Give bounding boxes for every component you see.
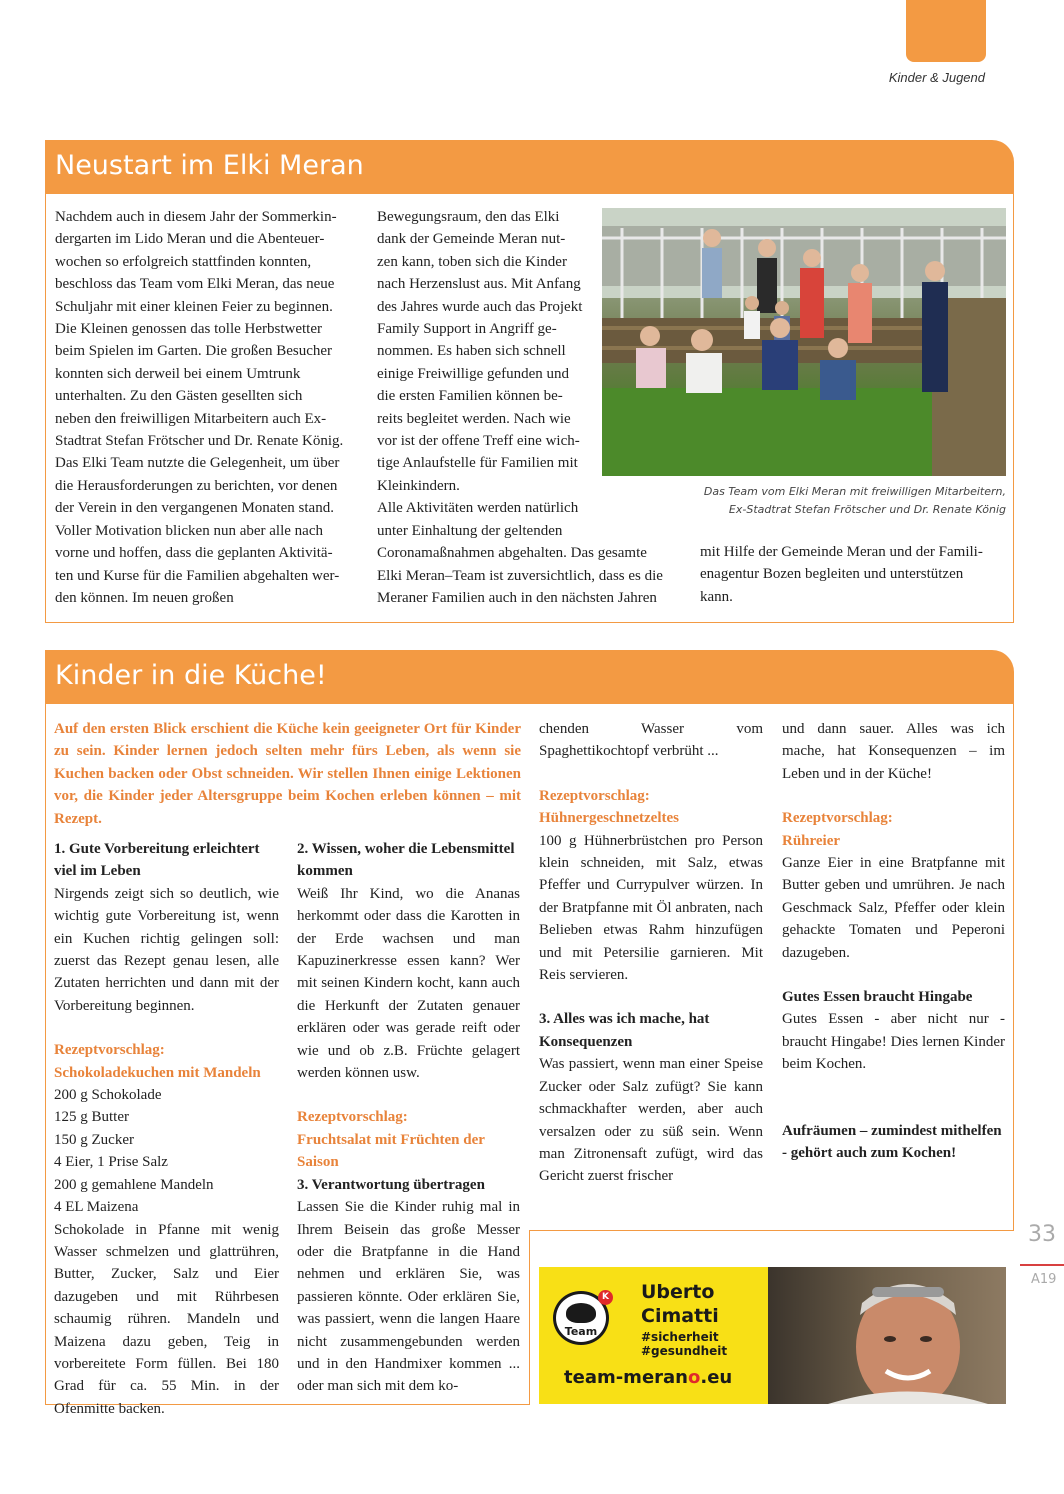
lesson2-heading: 2. Wissen, woher die Lebensmittel kommen	[297, 841, 515, 880]
recipe4-label: Rezeptvorschlag:	[782, 810, 893, 827]
lesson1-text: Nirgends zeigt sich so deutlich, wie wichtig gute Vorbereitung ist, wenn ein Kuchen richtig gelingen soll: zuerst das Rezept genau lesen, alle Zutaten herrichten und dann mit der Vorbereitung beginnen.	[54, 885, 279, 1014]
recipe1-label: Rezeptvorschlag:	[54, 1042, 165, 1059]
ad-hashtags: #sicherheit #gesundheit	[641, 1330, 728, 1358]
page-tab	[906, 0, 986, 62]
article2-col2	[297, 838, 520, 1398]
logo-badge: K	[598, 1290, 613, 1305]
lesson3-text: Lassen Sie die Kinder ruhig mal in Ihrem Beisein das große Messer oder die Bratpfanne in die Hand nehmen und erklären Sie, was passieren könnte. Oder erklären Sie, was passiert, wenn die langen Haare nicht zusammengebunden werden und in den Handmixer kommen ... oder man sich mit dem ko-	[297, 1199, 520, 1395]
ingredient: 4 EL Maizena	[54, 1199, 139, 1216]
article1-col2: Bewegungsraum, den das Elki dank der Gemeinde Meran nut- zen kann, toben sich die Kinder nach Herzenslust aus. Mit Anfang des Jahres wurde auch das Projekt Family Support in Angriff ge- nommen. Es haben sich schnell einige Freiwillige gefunden und die ersten Familien können be- reits begleitet werden. Nach wie vor ist der offene Treff eine wich- tige Anlaufstelle für Familien mit Kleinkindern. Alle Aktivitäten werden natürlich unter Einhaltung der geltenden Coronamaßnahmen abgehalten. Das gesamte Elki Meran–Team ist zuversichtlich, dass es die Meraner Familien auch in den nächsten Jahren	[377, 209, 663, 606]
article1-col1: Nachdem auch in diesem Jahr der Sommerkin- dergarten im Lido Meran und die Abenteuer- wochen so erfolgreich stattfinden konnten, beschloss das Team vom Elki Meran, das neue Schuljahr mit einer kleinen Feier zu beginnen. Die Kleinen genossen das tolle Herbstwetter beim Spielen im Garten. Die großen Besucher konnten sich derweil bei einem Umtrunk unterhalten. Zu den Gästen gesellten sich neben den freiwilligen Mitarbeitern auch Ex- Stadtrat Stefan Frötscher und Dr. Renate König. Das Elki Team nutzte die Gelegenheit, um über die Herausforderungen zu berichten, vor denen der Verein in den vergangenen Monaten stand. Voller Motivation blicken nun aber alle nach vorne und hoffen, dass die geplanten Aktivitä- ten und Kurse für die Familien abgehalten wer- den können. Im neuen großen	[55, 209, 344, 606]
article1-title: Neustart im Elki Meran	[55, 150, 364, 181]
article2-border-left	[45, 704, 46, 1405]
team-photo-illustration	[602, 208, 1006, 476]
portrait-illustration	[768, 1267, 1006, 1404]
article1-header	[45, 140, 1014, 194]
recipe2-label: Rezeptvorschlag:	[297, 1109, 408, 1126]
logo-text: Team	[564, 1325, 598, 1338]
article2-header	[45, 650, 1014, 704]
recipe1-instructions: Schokolade in Pfanne mit wenig Wasser schmelzen und glattrühren, Butter, Zucker, Salz und Eier dazugeben und mit Rührbesen schaumig rühren. Mandeln und Maizena dazu geben, Teig in vorbereitete Form füllen. Bei 180 Grad für ca. 55 Min. in der Ofenmitte backen.	[54, 1221, 279, 1417]
ingredient: 125 g Butter	[54, 1109, 129, 1126]
ingredient: 200 g gemahlene Mandeln	[54, 1176, 214, 1193]
section-label: Kinder & Jugend	[888, 70, 985, 85]
recipe1-name: Schokoladekuchen mit Mandeln	[54, 1064, 261, 1081]
recipe3-name: Hühnergeschnetzeltes	[539, 810, 679, 827]
ad-portrait	[768, 1267, 1006, 1404]
recipe3-text: 100 g Hühnerbrüstchen pro Person klein schneiden, mit Salz, etwas Pfeffer und Currypulver würzen. In der Bratpfanne mit Öl anbraten, nach Belieben etwas Rahm hinzufügen und mit Petersilie garnieren. Mit Reis servieren.	[539, 832, 763, 984]
article2-col3	[539, 718, 763, 1188]
lesson4-text: Was passiert, wenn man einer Speise Zucker oder Salz zufügt? Sie kann schmackhafter werden, aber auch versalzen oder zu süß sein. Wenn man Zitronensaft zufügt, wird das Gericht zuerst frischer	[539, 1056, 763, 1185]
edition-label: A19	[1031, 1272, 1057, 1287]
lesson1-heading: 1. Gute Vorbereitung erleichtert viel im Leben	[54, 841, 260, 880]
lesson2-text: Weiß Ihr Kind, wo die Ananas herkommt oder dass die Karotten in der Erde wachsen und man Kapuzinerkresse essen kann? Wer mit seinen Kindern kocht, kann auch die Herkunft der Zutaten genauer erklären oder was gerade reift oder wie und ob z.B. Früchte gelagert werden können usw.	[297, 885, 520, 1082]
lesson4-heading: 3. Alles was ich mache, hat Konsequenzen	[539, 1011, 710, 1050]
article2-border-ad-top	[529, 1230, 1014, 1231]
article2-col4	[782, 718, 1005, 1165]
ad-url: team-merano.eu	[564, 1367, 733, 1388]
ingredient: 150 g Zucker	[54, 1131, 134, 1148]
closing-text: Aufräumen – zumindest mithelfen - gehört auch zum Kochen!	[782, 1122, 1002, 1162]
lesson3-continued: chenden Wasser vom Spaghettikochtopf verbrüht ...	[539, 721, 763, 760]
lesson4-continued: und dann sauer. Alles was ich mache, hat Konsequenzen – im Leben und in der Küche!	[782, 721, 1005, 782]
article2-title: Kinder in die Küche!	[55, 660, 327, 691]
page-number: 33	[1028, 1222, 1056, 1247]
article2-border-mid	[529, 1230, 530, 1405]
logo-map-icon	[566, 1303, 596, 1323]
photo-caption: Das Team vom Elki Meran mit freiwilligen Mitarbeitern, Ex-Stadtrat Stefan Frötscher und Dr. Renate König	[703, 485, 1006, 516]
lesson5-text: Gutes Essen - aber nicht nur - braucht Hingabe! Dies lernen Kinder beim Kochen.	[782, 1011, 1005, 1073]
ingredient: 4 Eier, 1 Prise Salz	[54, 1154, 168, 1171]
article1-col3: mit Hilfe der Gemeinde Meran und der Famili- enagentur Bozen begleiten und unterstützen kann.	[700, 544, 983, 605]
recipe3-label: Rezeptvorschlag:	[539, 787, 650, 804]
ingredient: 200 g Schokolade	[54, 1087, 162, 1104]
article2-col1	[54, 838, 279, 1420]
lesson3-heading: 3. Verantwortung übertragen	[297, 1176, 485, 1193]
article2-intro: Auf den ersten Blick erschient die Küche kein geeigneter Ort für Kinder zu sein. Kinder lernen jedoch selten mehr fürs Leben, als wenn sie Kuchen backen oder Obst schneiden. Wir stellen Ihnen einige Lektionen vor, die Kinder jeder Altersgruppe beim Kochen erleben können – mit Rezept.	[54, 721, 521, 827]
recipe4-name: Rühreier	[782, 832, 841, 849]
team-photo	[602, 208, 1006, 476]
lesson5-heading: Gutes Essen braucht Hingabe	[782, 989, 973, 1006]
article2-border-right	[1013, 704, 1014, 1231]
page-number-divider	[1020, 1264, 1064, 1266]
candidate-name: Uberto Cimatti	[641, 1281, 719, 1327]
recipe4-text: Ganze Eier in eine Bratpfanne mit Butter geben und umrühren. Je nach Geschmack Salz, Pfeffer oder klein gehackte Tomaten und Peperoni dazugeben.	[782, 855, 1005, 961]
recipe2-name: Fruchtsalat mit Früchten der Saison	[297, 1131, 485, 1171]
